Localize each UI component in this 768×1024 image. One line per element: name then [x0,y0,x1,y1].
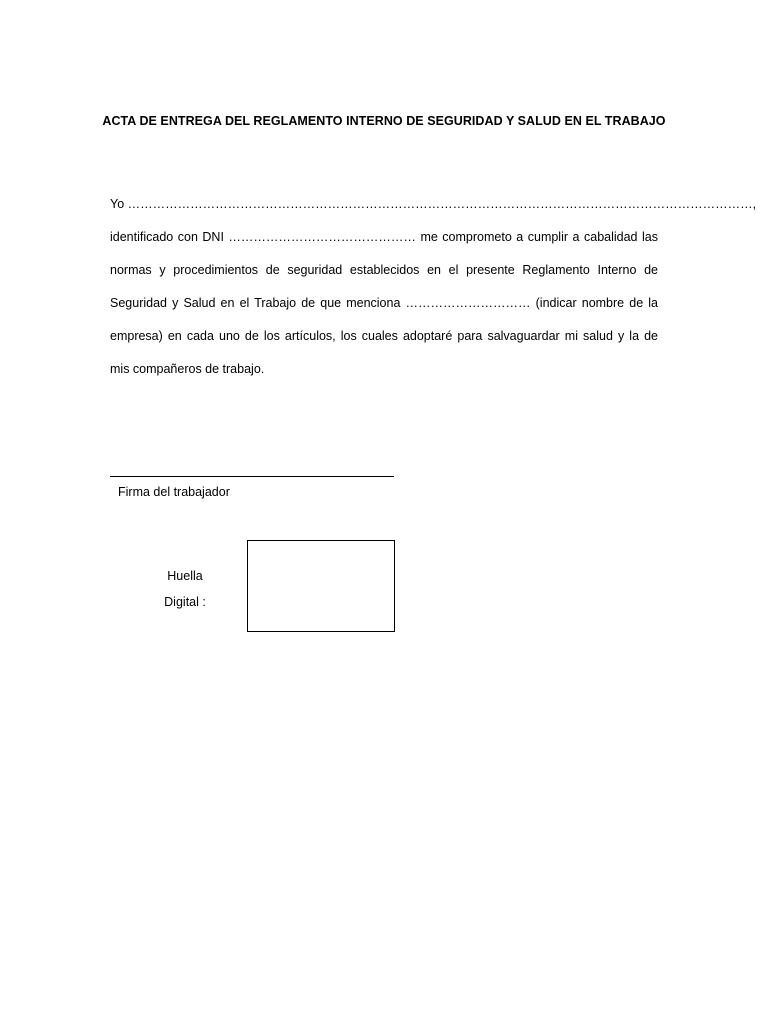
paragraph-line-6: mis compañeros de trabajo. [110,362,265,376]
paragraph-line-1: Yo ……………………………………………………………………………………………………………………………………, [110,197,757,211]
signature-line [110,476,394,477]
fingerprint-box [247,540,395,632]
document-title: ACTA DE ENTREGA DEL REGLAMENTO INTERNO DE SEGURIDAD Y SALUD EN EL TRABAJO [102,114,666,128]
fingerprint-label-line2: Digital : [164,595,206,609]
signature-label: Firma del trabajador [118,485,230,499]
paragraph-line-2: identificado con DNI ……………………………………… me comprometo a cumplir a cabalidad las [110,230,658,244]
fingerprint-label-line1: Huella [167,569,203,583]
paragraph-line-5: empresa) en cada uno de los artículos, los cuales adoptaré para salvaguardar mi salud y la de [110,329,658,343]
commitment-paragraph [110,188,757,386]
paragraph-line-4: Seguridad y Salud en el Trabajo de que menciona ………………………… (indicar nombre de la [110,296,658,310]
paragraph-line-3: normas y procedimientos de seguridad establecidos en el presente Reglamento Interno de [110,263,658,277]
fingerprint-label [145,563,225,615]
